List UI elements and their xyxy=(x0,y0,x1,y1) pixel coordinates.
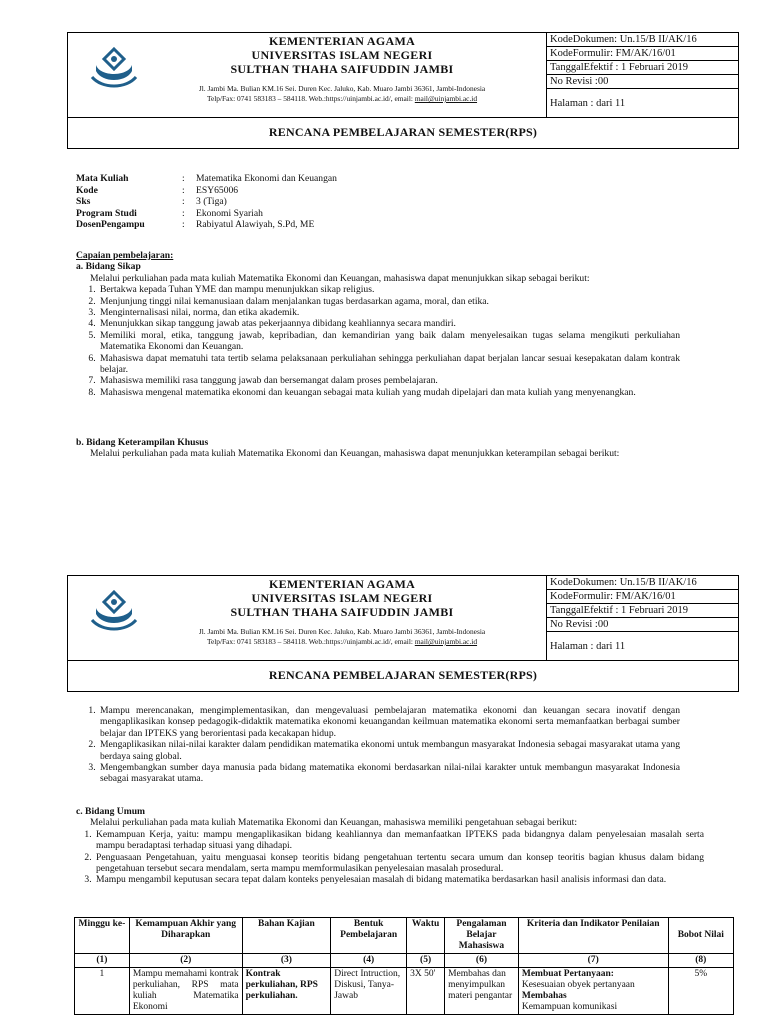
course-key: Program Studi xyxy=(76,207,137,219)
time-cell: 3X 50' xyxy=(407,968,445,1015)
column-header: Waktu xyxy=(407,918,445,954)
course-value: Rabiyatul Alawiyah, S.Pd, ME xyxy=(196,219,315,230)
list-item: 1. Bertakwa kepada Tuhan YME dan mampu menunjukkan sikap religius. xyxy=(98,284,680,295)
course-key: Mata Kuliah xyxy=(76,173,129,184)
list-item: 2. Mengaplikasikan nilai-nilai karakter dalam pendidikan matematika ekonomi untuk membangun masyarakat Indonesia sebagai masyarakat utama yang berdaya saing global. xyxy=(98,739,680,762)
list-item: 3. Mampu mengambil keputusan secara tepat dalam konteks penyelesaian masalah di bidang matematika berdasarkan hasil analisis informasi dan data. xyxy=(94,874,704,885)
table-number-row xyxy=(75,954,734,968)
page-number: Halaman : dari 11 xyxy=(550,641,626,652)
criteria-cell xyxy=(518,968,668,1015)
list-item: 1. Kemampuan Kerja, yaitu: mampu mengaplikasikan bidang keahliannya dan memanfaatkan IPTEKS pada bidangnya dalam penyelesaian masalah serta mampu beradaptasi terhadap situasi yang dihadapi. xyxy=(94,829,704,852)
list-item: 6. Mahasiswa dapat mematuhi tata tertib selama pelaksanaan perkuliahan sehingga perkuliahan dapat berjalan lancar sesuai kesepakatan dalam kontrak belajar. xyxy=(98,353,680,376)
column-number: (6) xyxy=(445,954,519,968)
institution-line-3: SULTHAN THAHA SAIFUDDIN JAMBI xyxy=(230,605,454,619)
material-cell: Kontrak perkuliahan, RPS perkuliahan. xyxy=(242,968,331,1015)
course-value: 3 (Tiga) xyxy=(196,196,227,207)
week-cell: 1 xyxy=(75,968,130,1015)
revision-number: No Revisi :00 xyxy=(547,75,738,89)
experience-cell: Membahas dan menyimpulkan materi pengantar xyxy=(445,968,519,1015)
column-header: Pengalaman Belajar Mahasiswa xyxy=(445,918,519,954)
document-header-page2 xyxy=(67,575,739,692)
course-value: Ekonomi Syariah xyxy=(196,207,263,219)
course-key: Kode xyxy=(76,184,98,196)
institution-line-1: KEMENTERIAN AGAMA xyxy=(268,34,416,48)
column-number: (3) xyxy=(242,954,331,968)
column-header: Minggu ke- xyxy=(75,918,130,954)
document-header-page1 xyxy=(67,32,739,149)
table-row xyxy=(75,968,734,1015)
section-b-list-wrap xyxy=(76,705,680,785)
criteria-text: Kemampuan komunikasi xyxy=(521,1002,618,1012)
institution-line-3: SULTHAN THAHA SAIFUDDIN JAMBI xyxy=(230,62,454,76)
address-line-2: Telp/Fax: 0741 583183 – 584118. Web.:https://uinjambi.ac.id/, email: xyxy=(206,637,415,646)
email-link[interactable]: mail@uinjambi.ac.id xyxy=(414,637,478,646)
document-title: RENCANA PEMBELAJARAN SEMESTER(RPS) xyxy=(268,668,538,682)
list-item: 7. Mahasiswa memiliki rasa tanggung jawab dan bersemangat dalam proses pembelajaran. xyxy=(98,375,680,386)
form-code: KodeFormulir: FM/AK/16/01 xyxy=(547,47,738,61)
section-umum xyxy=(76,806,704,886)
course-key: DosenPengampu xyxy=(76,219,145,230)
form-code: KodeFormulir: FM/AK/16/01 xyxy=(547,590,738,604)
column-header: Bentuk Pembelajaran xyxy=(331,918,407,954)
address-line-2: Telp/Fax: 0741 583183 – 584118. Web.:https://uinjambi.ac.id/, email: xyxy=(206,94,415,103)
course-value: Matematika Ekonomi dan Keuangan xyxy=(196,173,337,184)
address-line-1: Jl. Jambi Ma. Bulian KM.16 Sei. Duren Kec. Jaluko, Kab. Muaro Jambi 36361, Jambi-Indonesia xyxy=(198,84,486,93)
section-c-list xyxy=(76,829,704,886)
university-logo-icon xyxy=(90,47,138,91)
column-header: Bobot Nilai xyxy=(668,918,733,954)
table-header-row xyxy=(75,918,734,954)
doc-code: KodeDokumen: Un.15/B II/AK/16 xyxy=(547,576,738,590)
section-b-intro: Melalui perkuliahan pada mata kuliah Matematika Ekonomi dan Keuangan, mahasiswa dapat menunjukkan keterampilan sebagai berikut: xyxy=(90,448,620,460)
column-header: Kemampuan Akhir yang Diharapkan xyxy=(129,918,242,954)
effective-date: TanggalEfektif : 1 Februari 2019 xyxy=(547,61,738,75)
cp-heading: Capaian pembelajaran: xyxy=(76,250,174,261)
column-header: Kriteria dan Indikator Penilaian xyxy=(518,918,668,954)
list-item: 8. Mahasiswa mengenal matematika ekonomi dan keuangan sebagai mata kuliah yang mudah dipelajari dan mata kuliah yang menyenangkan. xyxy=(98,387,680,398)
section-c-intro: Melalui perkuliahan pada mata kuliah Matematika Ekonomi dan Keuangan, mahasiswa memiliki pengetahuan sebagai berikut: xyxy=(90,817,577,829)
form-cell: Direct Intruction, Diskusi, Tanya-Jawab xyxy=(331,968,407,1015)
section-sikap xyxy=(76,250,680,398)
list-item: 3. Menginternalisasi nilai, norma, dan etika akademik. xyxy=(98,307,680,318)
section-a-intro: Melalui perkuliahan pada mata kuliah Matematika Ekonomi dan Keuangan, mahasiswa dapat menunjukkan sikap sebagai berikut: xyxy=(90,272,590,284)
email-link[interactable]: mail@uinjambi.ac.id xyxy=(414,94,478,103)
weight-cell: 5% xyxy=(668,968,733,1015)
column-number: (7) xyxy=(518,954,668,968)
course-key: Sks xyxy=(76,196,91,207)
section-a-title: a. Bidang Sikap xyxy=(76,261,141,273)
section-c-title: c. Bidang Umum xyxy=(76,806,146,817)
list-item: 3. Mengembangkan sumber daya manusia pada bidang matematika ekonomi berdasarkan nilai-nilai karakter untuk membangun masyarakat Indonesia sebagai masyarakat utama. xyxy=(98,762,680,785)
doc-code: KodeDokumen: Un.15/B II/AK/16 xyxy=(547,33,738,47)
ability-cell: Mampu memahami kontrak perkuliahan, RPS mata kuliah Matematika Ekonomi xyxy=(129,968,242,1015)
list-item: 1. Mampu merencanakan, mengimplementasikan, dan mengevaluasi pembelajaran matematika ekonomi dan keuangan secara inovatif dengan mengaplikasikan konsep pedagogik-didaktik matematika ekonomi keuangandan keilmuan matematika ekonomi serta memanfaatkan berbagai sumber belajar dan IPTEKS yang berorientasi pada kecakapan hidup. xyxy=(98,705,680,739)
column-number: (5) xyxy=(407,954,445,968)
list-item: 2. Penguasaan Pengetahuan, yaitu menguasai konsep teoritis bidang pengetahuan tertentu secara umum dan konsep teoritis bagian khusus dalam bidang pengetahuan tersebut secara mendalam, serta mampu memformulasikan penyelesaian masalah prosedural. xyxy=(94,852,704,875)
rps-table xyxy=(74,917,734,1015)
address-line-1: Jl. Jambi Ma. Bulian KM.16 Sei. Duren Kec. Jaluko, Kab. Muaro Jambi 36361, Jambi-Indonesia xyxy=(198,627,486,636)
list-item: 5. Memiliki moral, etika, tanggung jawab, kepribadian, dan kemandirian yang baik dalam menyelesaikan tugas selama mengikuti perkuliahan Matematika Ekonomi dan Keuangan. xyxy=(98,330,680,353)
section-a-list xyxy=(76,284,680,398)
university-logo-icon xyxy=(90,590,138,634)
criteria-text: Kesesuaian obyek pertanyaan xyxy=(521,980,635,990)
institution-line-2: UNIVERSITAS ISLAM NEGERI xyxy=(251,48,433,62)
section-b-title: b. Bidang Keterampilan Khusus xyxy=(76,437,209,448)
institution-line-2: UNIVERSITAS ISLAM NEGERI xyxy=(251,591,433,605)
column-number: (2) xyxy=(129,954,242,968)
list-item: 4. Menunjukkan sikap tanggung jawab atas pekerjaannya dibidang keahliannya secara mandiri. xyxy=(98,318,680,329)
course-info: Mata Kuliah : Matematika Ekonomi dan Keuangan Kode : ESY65006 Sks : 3 (Tiga) Program Studi : Ekonomi Syariah DosenPengampu : Rabiyatul Alawiyah, S.Pd, ME xyxy=(76,173,337,230)
institution-line-1: KEMENTERIAN AGAMA xyxy=(268,577,416,591)
course-value: ESY65006 xyxy=(196,184,239,196)
section-keterampilan xyxy=(76,437,680,460)
list-item: 2. Menjunjung tinggi nilai kemanusiaan dalam menjalankan tugas berdasarkan agama, moral, dan etika. xyxy=(98,296,680,307)
column-header: Bahan Kajian xyxy=(242,918,331,954)
column-number: (1) xyxy=(75,954,130,968)
revision-number: No Revisi :00 xyxy=(547,618,738,632)
column-number: (8) xyxy=(668,954,733,968)
page-number: Halaman : dari 11 xyxy=(550,98,626,109)
criteria-title: Membahas xyxy=(521,991,567,1001)
document-title: RENCANA PEMBELAJARAN SEMESTER(RPS) xyxy=(268,125,538,139)
column-number: (4) xyxy=(331,954,407,968)
effective-date: TanggalEfektif : 1 Februari 2019 xyxy=(547,604,738,618)
criteria-title: Membuat Pertanyaan: xyxy=(521,969,614,979)
section-b-list xyxy=(76,705,680,785)
